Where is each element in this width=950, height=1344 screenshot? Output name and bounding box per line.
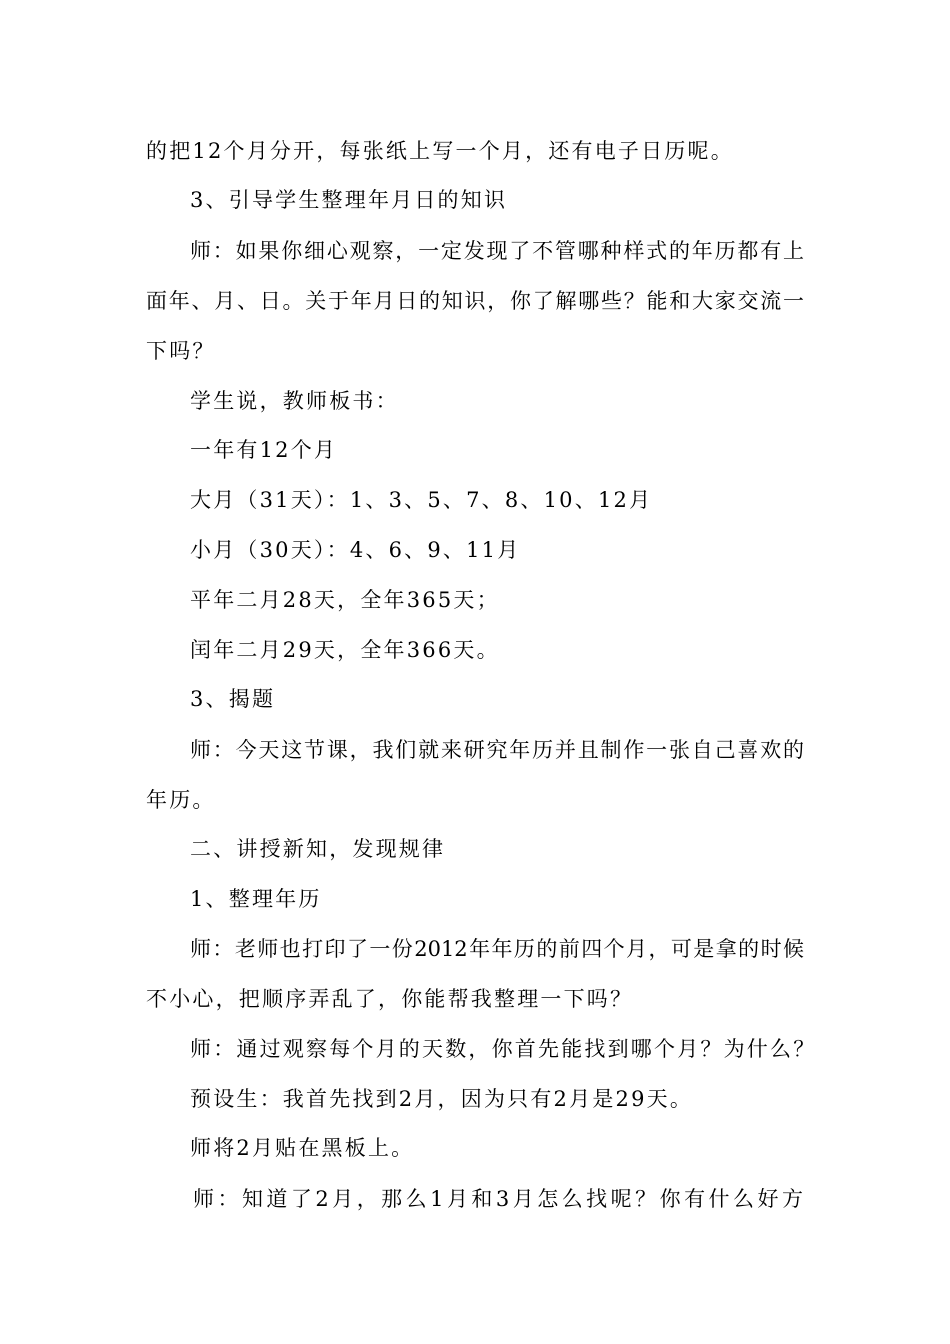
text-line: 不小心，把顺序弄乱了，你能帮我整理一下吗？: [146, 987, 634, 1011]
text-line: 师：通过观察每个月的天数，你首先能找到哪个月？为什么？: [190, 1037, 817, 1061]
text-line: 面年、月、日。关于年月日的知识，你了解哪些？能和大家交流一: [146, 289, 804, 313]
text-line: 学生说，教师板书：: [190, 389, 399, 413]
text-line: 师：如果你细心观察，一定发现了不管哪种样式的年历都有上: [190, 239, 804, 263]
text-line: 的把12个月分开，每张纸上写一个月，还有电子日历呢。: [146, 139, 734, 163]
text-line: 平年二月28天，全年365天；: [190, 588, 500, 612]
text-line: 师：老师也打印了一份2012年年历的前四个月，可是拿的时候: [190, 937, 804, 961]
text-line: 年历。: [146, 788, 216, 812]
text-line: 小月（30天）：4、6、9、11月: [190, 538, 521, 562]
section-heading: 3、引导学生整理年月日的知识: [190, 188, 508, 212]
section-heading: 二、讲授新知，发现规律: [190, 837, 446, 861]
text-line: 预设生：我首先找到2月，因为只有2月是29天。: [190, 1087, 694, 1111]
text-line: 师将2月贴在黑板上。: [190, 1136, 415, 1160]
text-line: 一年有12个月: [190, 438, 338, 462]
text-line: 大月（31天）：1、3、5、7、8、10、12月: [190, 488, 653, 512]
text-line: 下吗？: [146, 339, 216, 363]
section-heading: 1、整理年历: [190, 887, 322, 911]
section-heading: 3、揭题: [190, 687, 276, 711]
text-line: 师：今天这节课，我们就来研究年历并且制作一张自己喜欢的: [190, 738, 804, 762]
text-line: 闰年二月29天，全年366天。: [190, 638, 500, 662]
text-line: 师：知道了2月，那么1月和3月怎么找呢？你有什么好方: [193, 1187, 803, 1211]
